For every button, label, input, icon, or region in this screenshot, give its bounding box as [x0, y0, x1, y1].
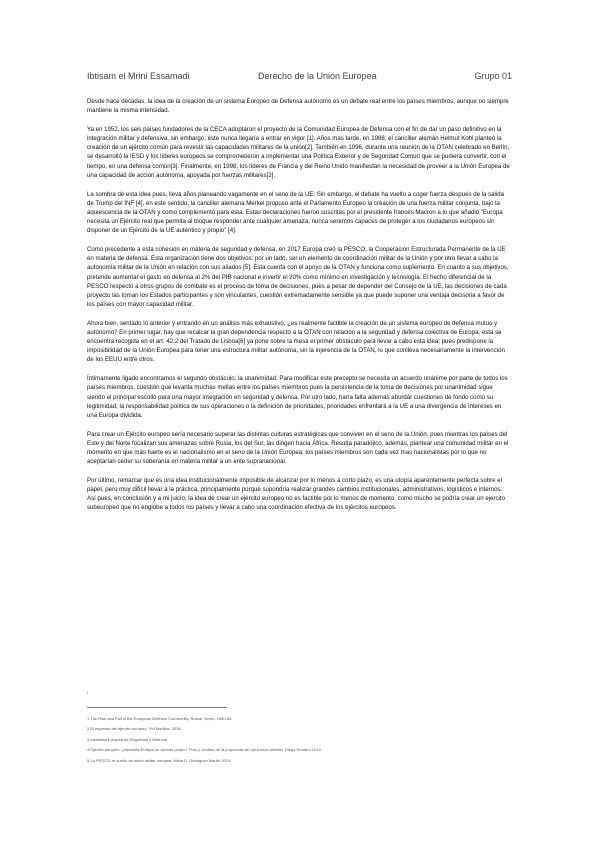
- paragraph-pesco: Como precedente a esta cohesión en materia de seguridad y defensa, en 2017 Europa creó la PESCO, la Cooperación Estructurada Permanente de la UE en materia de defensa. Esta organización tiene dos objetivos: por un lado, ser un elemento de coordinación militar de la Unión y por otro llevar a cabo la autonomía militar de la Unión en relación con sus aliados [5]. Ésta cuenta con el apoyo de la OTAN y funciona como suplemento. En cuanto a sus objetivos, pretende aumentar el gasto en defensa al 2% del PIB nacional e invertir el 20% como mínimo en investigación y tecnología. El hecho diferencial de la PESCO respecto a otros grupos de combate es el proceso de toma de decisiones, pues a pesar de depender del Consejo de la UE, las decisiones de cada proyecto las toman los Estados participantes y son vinculantes, cuestión extremadamente sensible ya que puede suponer una ventaja decisoria a favor de los países con mayor capacidad militar.: [87, 246, 509, 308]
- header-author: Ibtisam el Mrini Essamadi: [87, 71, 190, 81]
- footnote-2: 2 El espectro del ejército europeo. Pol Morillas, 2018: [87, 726, 181, 732]
- header-subject: Derecho de la Unión Europea: [258, 71, 377, 81]
- paragraph-history: Ya en 1952, los seis países fundadores de la CECA adoptaron el proyecto de la Comunidad Europea de Defensa con el fin de dar un paso definitivo en la integración militar y defensiva, sin embargo, éste nunca llegaría a entrar en vigor [1]. Años mas tarde, en 1988, el canciller alemán Helmut Kohl planteó la creación de un ejército común para revestir las capacidades militares de la unión[2]. También en 1996, durante una reunión de la OTAN celebrado en Berlín, se desarrolló la IESD y los líderes europeos se comprometieron a implementar una Política Exterior y de Seguridad Común que se pudiera convertir, con el tiempo, en una defensa común[3]. Finalmente, en 1998, los líderes de Francia y del Reino Unido manifiestan la necesidad de proveer a la Unión Europea de una capacidad de acción autónoma, apoyada por fuerzas militares[2].: [87, 126, 510, 179]
- page-header: [87, 71, 512, 85]
- footnote-3: 3 Identidad Europea de Seguridad y Defensa: [87, 736, 168, 742]
- document-body: [87, 97, 511, 513]
- paragraph-conclusion: Por último, remarcar que es una idea institucionalmente imposible de alcanzar por lo menos a corto plazo, es una utopía aparentemente perfecta sobre el papel, pero muy difícil llevar a la práctica, principalmente porque supondría realizar grandes cambios institucionales, administrativos, logísticos e internos. Así pues, en conclusión y a mi juicio, la idea de crear un ejército europeo no es factible por lo menos de momento, como mucho se podría crear un ejército subeuropeo que no englobe a todos los países y llevar a cabo una coordinación efectiva de los ejércitos europeos.: [87, 477, 505, 512]
- paragraph-renewed-debate: La sombra de esta idea pues, lleva años planeando vagamente en el seno de la UE. Sin embargo, el debate ha vuelto a coger fuerza después de la salida de Trump del INF [4], en este sentido, la canciller alemana Merkel propuso ante el Parlamento Europeo la creación de una fuerza militar conjunta, bajo la aquiescencia de la OTAN y como complemento para ésta. Estas declaraciones fueron suscritas por el presidente francés Macron a lo que añadió "Europa necesita un Ejército real que permita al bloque responder ante cualquier amenaza, nunca seremos capaces de proteger a los ciudadanos europeos sin disponer de un Ejército de la UE auténtico y propio" [4].: [87, 190, 505, 235]
- header-group: Grupo 01: [474, 71, 512, 81]
- paragraph-nato-dependence: Ahora bien, sentado lo anterior y entrando en un análisis más exhaustivo, ¿es realmente factible la creación de un sistema europeo de defensa mutuo y autónomo? En primer lugar, hay que recalcar la gran dependencia respecto a la OTAN con relación a la seguridad y defensa colectiva de Europa, ésta se encuentra recogida en el art. 42.2 del Tratado de Lisboa[6] ya pone sobre la mesa el primer obstáculo para llevar a cabo esta idea; pues predispone la imposibilidad de la Unión Europea para tener una estructura militar autónoma, sin la injerencia de la OTAN, lo que conlleva necesariamente la intervención de los EEUU entre otros.: [87, 319, 505, 364]
- footnote-5: 5 La PESCO, el sueño de unión militar europea. Alicia G. Rodríguez Martín 2019: [87, 757, 231, 763]
- paragraph-unanimity: Íntimamente ligado encontramos el segundo obstáculo: la unanimidad. Para modificar este precepto se necesita un acuerdo unánime por parte de todos los países miembros, cuestión que levanta muchas mellas entre los países miembros pues la persistencia de la toma de decisiones por unanimidad sigue siendo el principal escollo para una mayor integración en seguridad y defensa. Por otro lado, haría falta además abordar cuestiones de fondo como su legitimidad, la responsabilidad política de sus operaciones o la definición de prioridades, prioridades enfrentará a la UE a una divergencia de intereses en una Europa dividida.: [87, 375, 508, 419]
- footnote-4: 4 Ejército europeo: ¿Necesita Europa un ejército propio? Pros y contras de la propuesta del eje franco-alemán. Diego Romero 2019: [87, 747, 321, 753]
- footnotes: [87, 716, 511, 768]
- paragraph-strategic-cultures: Para crear un Ejército europeo sería necesario superar las distintas culturas estratégicas que conviven en el seno de la Unión, pues mientras los países del Este y del Norte focalizan sus amenazas sobre Rusia, los del Sur, las dirigen hacia África. Resulta paradójico, además, plantear una comunidad militar en el momento en que más fuerte es el nacionalismo en el seno de la Unión Europea, los países miembros son cada vez mas nacionalistas por lo que no aceptarían ceder su soberanía en materia militar a un ente supranacional.: [87, 430, 509, 466]
- footnote-1: 1 The Rise and Fall of the European Defence Community. Ruane, Kevin, 1950-55: [87, 716, 232, 721]
- stray-mark: i: [87, 690, 88, 695]
- footnote-divider: [87, 707, 227, 708]
- paragraph-intro: Desde hace décadas, la idea de la creación de un sistema Europeo de Defensa autónomo es un debate real entre los países miembros, aunque no siempre mantiene la misma intensidad.: [87, 98, 509, 115]
